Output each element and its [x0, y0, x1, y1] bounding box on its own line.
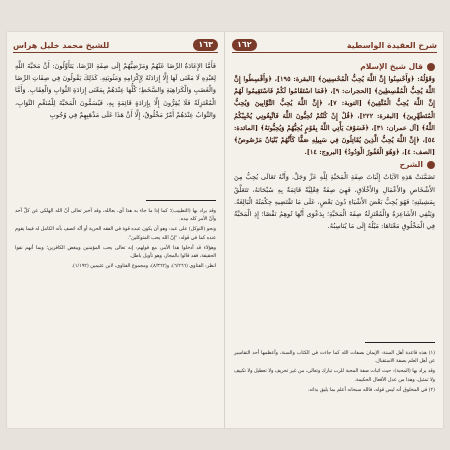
- right-footnote: (٢) في المخلوق أنه ليس قوله، فالله سبحانه أعلم بما يليق بذاته.: [307, 387, 435, 393]
- right-footnote: (١) هذه قاعدة أهل السنة: الإيمان بصفات الله كما جاءت في الكتاب والسنة، وأعظمها أحد التفاسير عن أهل العلم بصفة الاستقبال.: [234, 351, 435, 365]
- left-page-header: [13, 38, 218, 53]
- quran-verses-block: وَقَوْلُهُ: ﴿وَأَحْسِنُوا إِنَّ اللَّهَ يُحِبُّ الْمُحْسِنِينَ﴾ [البقرة: ١٩٥]، ﴿وَأَقْسِطُوا إِنَّ اللَّهَ يُحِبُّ الْمُقْسِطِينَ﴾ [الحجرات: ٩]، ﴿فَمَا اسْتَقَامُوا لَكُمْ فَاسْتَقِيمُوا لَهُمْ إِنَّ اللَّهَ يُحِبُّ الْمُتَّقِينَ﴾ [التوبة: ٧]، ﴿إِنَّ اللَّهَ يُحِبُّ التَّوَّابِينَ وَيُحِبُّ الْمُتَطَهِّرِينَ﴾ [البقرة: ٢٢٢]، ﴿قُلْ إِنْ كُنْتُمْ تُحِبُّونَ اللَّهَ فَاتَّبِعُونِي يُحْبِبْكُمُ اللَّهُ﴾ [آل عمران: ٣١]، ﴿فَسَوْفَ يَأْتِي اللَّهُ بِقَوْمٍ يُحِبُّهُمْ وَيُحِبُّونَهُ﴾ [المائدة: ٥٤]، ﴿إِنَّ اللَّهَ يُحِبُّ الَّذِينَ يُقَاتِلُونَ فِي سَبِيلِهِ صَفًّا كَأَنَّهُمْ بُنْيَانٌ مَرْصُوصٌ﴾ [الصف: ٤]، ﴿وَهُوَ الْغَفُورُ الْوَدُودُ﴾ [البروج: ١٤].: [234, 75, 436, 157]
- left-footnote-separator: [146, 200, 216, 201]
- section-heading-shaykh: [234, 60, 435, 73]
- section-heading-explanation: [234, 158, 435, 171]
- left-main-text: [15, 60, 216, 121]
- left-footnote: انظر: الفتاوى (٦/٢٦٦)، و(٨/٣٦٢)، ومجموع الفتاوى، لابن عثيمين (١/١٩٢).: [71, 264, 216, 270]
- right-footnotes: [234, 350, 435, 397]
- right-page-number: ١٦٢: [232, 39, 257, 51]
- right-page-header: [232, 38, 437, 53]
- right-page: [226, 32, 443, 428]
- left-main-paragraph: فَأَمَّا الإِعَادَةُ الرِّضَا عَنْهُمْ وَمَرْضِيُّهُمْ إِلَى صِفَةِ الرِّضَا، يَتَأَوَّلُونَ: أَنَّ مَحَبَّةَ اللَّهِ لِعَبْدِهِ لَا مَعْنَى لَهَا إِلَّا إِرَادَتُهُ لِإِكْرَامِهِ وَمَثُوبَتِهِ. كَذَلِكَ يَقُولُونَ فِي صِفَاتِ الرِّضَا وَالْغَضَبِ وَالْكَرَاهِيَةِ وَالسَّخَطِ؛ كُلُّهَا عِنْدَهُمْ بِمَعْنَى إِرَادَةِ الثَّوَابِ وَالْعِقَابِ. وَأَمَّا الْمُعْتَزِلَةُ فَلَا يُقِرُّونَ إِلَّا بِإِرَادَةٍ قَائِمَةٍ بِهِ، فَيُسَمُّونَ الْمَحَبَّةَ لِلْمُنَعِّمِ التَّوَابِ، وَالتَّوَابُ عِنْدَهُمْ أَمْرٌ مَخْلُوقٌ، إِلَّا أَنَّ هَذَا عَلَى مَذْهَبِهِمْ فِي وُجُوبِ: [15, 62, 216, 119]
- book-spread: [7, 32, 443, 428]
- left-footnote: وقد يراد بها (التطييب)؛ كما إذا ما جاء به هذا أي، بعالله، وقد أخبر تعالى أنّ الله الهلكي عن كلِّ أحد وأنّ الأمر كله بيده.: [15, 209, 216, 223]
- left-page: [7, 32, 225, 428]
- left-footnotes: [15, 208, 216, 273]
- left-page-title: للشيخ محمد خليل هراس: [13, 40, 110, 50]
- right-footnote: وقد يراد بها (المحبة): حيث اثبات صفة المحبة للرب تبارك وتعالى، من غير تحريف ولا تعطيل ولا تكييف ولا تمثيل، وهذا من عدل الأفعال الحكيمة.: [234, 369, 435, 383]
- explanation-paragraph: تَضَمَّنَتْ هَذِهِ الآيَاتُ إِثْبَاتَ صِفَةِ الْمَحَبَّةِ لِلَّهِ عَزَّ وَجَلَّ، وَأَنَّهُ تَعَالَى يُحِبُّ مِنَ الأَشْخَاصِ وَالأَعْمَالِ وَالأَخْلَاقِ، فَهِيَ صِفَةٌ فِعْلِيَّةٌ قَائِمَةٌ بِهِ سُبْحَانَهُ، تَتَعَلَّقُ بِمَشِيئَتِهِ؛ فَهُوَ يُحِبُّ بَعْضَ الأَشْيَاءِ دُونَ بَعْضٍ، عَلَى مَا تَقْتَضِيهِ حِكْمَتُهُ الْبَالِغَةُ. وَيَنْفِي الأَشَاعِرَةُ وَالْمُعْتَزِلَةُ صِفَةَ الْمَحَبَّةِ؛ بِدَعْوَى أَنَّهَا تُوهِمُ نَقْصًا؛ إِذِ الْمَحَبَّةُ فِي الْمَخْلُوقِ مَعْنَاهَا: مَيْلُهُ إِلَى مَا يُنَاسِبُهُ.: [234, 173, 435, 231]
- right-main-text: [234, 60, 435, 232]
- section-bullet-icon: [427, 63, 435, 71]
- left-footnote: وهؤلاء قد أدخلوا هذا الأمر، مع قولهم: إنه تعالى يحب المؤمنين ويبغض الكافرين؛ وبما أنهم نفوا الحقيقة، فقد قالوا بالمجاز، وهو تأويل باطل.: [15, 245, 216, 260]
- left-page-number: ١٦٣: [193, 39, 218, 51]
- section-label: قال شيخ الإسلام: [360, 62, 423, 71]
- section-bullet-icon: [427, 161, 435, 169]
- left-footnote: ونحو (التوكل) على عبد: وهو أن يكون عبده قوة في الفقه الحرية أو أنّه اتصف بأنه الكامل له فيما يقوم عنده كما في قوله: "إنّ الله يحب المتوكلين".: [15, 227, 216, 241]
- right-footnote-separator: [365, 342, 435, 343]
- right-page-title: شرح العقيدة الواسطية: [346, 40, 437, 50]
- explanation-label: الشرح: [399, 160, 423, 170]
